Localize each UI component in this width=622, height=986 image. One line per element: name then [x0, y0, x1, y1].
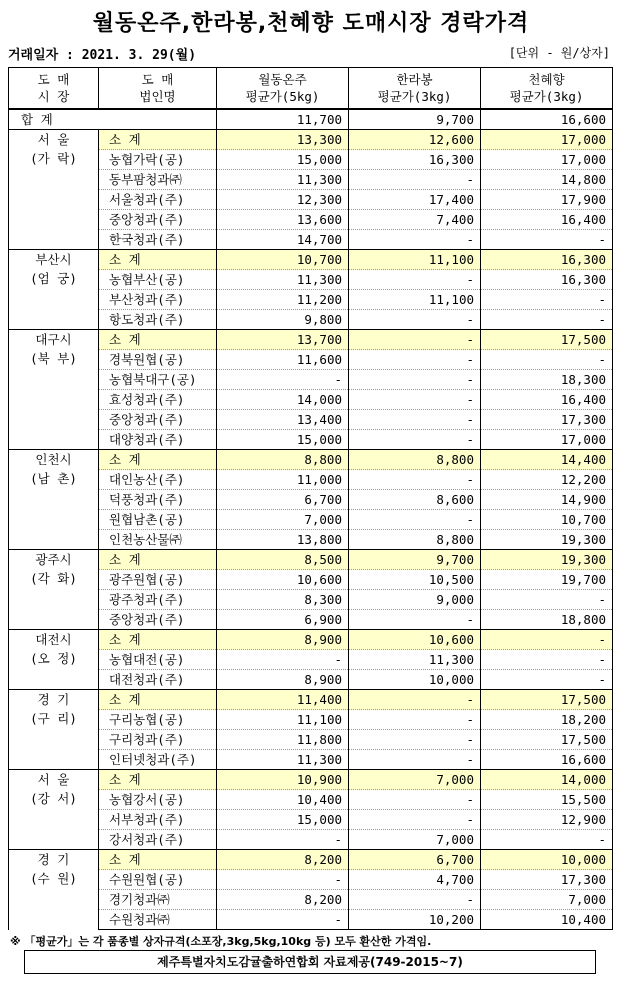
- corp-name: 덕풍청과(주): [99, 490, 217, 510]
- corp-name: 수원원협(공): [99, 870, 217, 890]
- table-row: [9, 470, 613, 490]
- price-col3: 10,700: [481, 510, 613, 530]
- price-col3: 17,300: [481, 410, 613, 430]
- market-name-line: (각 화): [30, 571, 77, 586]
- price-col3: -: [481, 310, 613, 330]
- price-col1: -: [217, 830, 349, 850]
- price-col3: 14,400: [481, 450, 613, 470]
- market-cell: [9, 690, 99, 770]
- subtotal-label: 소 계: [99, 630, 217, 650]
- price-col2: -: [349, 710, 481, 730]
- source-footer: 제주특별자치도감귤출하연합회 자료제공(749-2015~7): [24, 950, 596, 974]
- price-col2: -: [349, 370, 481, 390]
- table-row: [9, 230, 613, 250]
- price-col2: -: [349, 690, 481, 710]
- price-col3: 12,200: [481, 470, 613, 490]
- price-col3: 16,400: [481, 210, 613, 230]
- price-col2: -: [349, 730, 481, 750]
- table-row: [9, 290, 613, 310]
- price-col2: -: [349, 270, 481, 290]
- corp-name: 수원청과㈜: [99, 910, 217, 930]
- corp-name: 경북원협(공): [99, 350, 217, 370]
- price-col2: 7,000: [349, 830, 481, 850]
- subtotal-label: 소 계: [99, 850, 217, 870]
- corp-name: 농협강서(공): [99, 790, 217, 810]
- table-row: [9, 570, 613, 590]
- price-col2: 8,800: [349, 530, 481, 550]
- price-col1: 11,300: [217, 750, 349, 770]
- price-col2: -: [349, 790, 481, 810]
- price-col3: 18,800: [481, 610, 613, 630]
- corp-name: 농협가락(공): [99, 150, 217, 170]
- subtotal-row: [9, 630, 613, 650]
- total-label: 합 계: [9, 109, 217, 130]
- price-table: [8, 67, 613, 930]
- market-name-line: (엄 궁): [30, 271, 77, 286]
- total-value-col1: 11,700: [217, 109, 349, 130]
- subtotal-row: [9, 690, 613, 710]
- price-col1: 11,300: [217, 170, 349, 190]
- price-col2: 16,300: [349, 150, 481, 170]
- price-col3: -: [481, 630, 613, 650]
- corp-name: 중앙청과(주): [99, 610, 217, 630]
- subtotal-row: [9, 330, 613, 350]
- price-col3: 17,300: [481, 870, 613, 890]
- table-row: [9, 270, 613, 290]
- price-col3: 19,300: [481, 550, 613, 570]
- footnote: ※ 「평균가」는 각 품종별 상자규격(소포장,3kg,5kg,10kg 등) 모두 환산한 가격임.: [10, 935, 432, 948]
- subtotal-row: [9, 450, 613, 470]
- price-col2: -: [349, 510, 481, 530]
- market-name-line: 경 기: [37, 692, 70, 707]
- corp-name: 광주원협(공): [99, 570, 217, 590]
- corp-name: 농협부산(공): [99, 270, 217, 290]
- price-col2: -: [349, 610, 481, 630]
- price-col2: -: [349, 810, 481, 830]
- price-col3: 17,900: [481, 190, 613, 210]
- header-col1: 월동온주 평균가(5kg): [217, 68, 349, 110]
- corp-name: 한국청과(주): [99, 230, 217, 250]
- corp-name: 항도청과(주): [99, 310, 217, 330]
- price-col1: 11,600: [217, 350, 349, 370]
- price-col1: 8,800: [217, 450, 349, 470]
- unit-label: [단위 - 원/상자]: [508, 46, 610, 60]
- table-row: [9, 430, 613, 450]
- price-col1: 13,300: [217, 130, 349, 150]
- price-col3: 16,600: [481, 750, 613, 770]
- header-col3: 천혜향 평균가(3kg): [481, 68, 613, 110]
- price-col1: 15,000: [217, 150, 349, 170]
- price-col2: 12,600: [349, 130, 481, 150]
- table-row: [9, 390, 613, 410]
- price-col3: -: [481, 670, 613, 690]
- price-col1: 13,400: [217, 410, 349, 430]
- price-col2: 4,700: [349, 870, 481, 890]
- price-col1: 8,500: [217, 550, 349, 570]
- price-col1: 13,800: [217, 530, 349, 550]
- price-col3: 17,000: [481, 130, 613, 150]
- price-col3: -: [481, 590, 613, 610]
- market-name-line: (오 정): [30, 651, 77, 666]
- market-cell: [9, 770, 99, 850]
- market-name-line: (가 락): [30, 151, 77, 166]
- price-col1: 13,600: [217, 210, 349, 230]
- price-col2: -: [349, 170, 481, 190]
- table-row: [9, 710, 613, 730]
- price-col3: 7,000: [481, 890, 613, 910]
- market-cell: [9, 130, 99, 250]
- table-row: [9, 790, 613, 810]
- table-row: [9, 490, 613, 510]
- price-col2: -: [349, 430, 481, 450]
- market-name-line: (수 원): [30, 871, 77, 886]
- price-col1: 15,000: [217, 430, 349, 450]
- market-cell: [9, 850, 99, 930]
- price-col1: -: [217, 910, 349, 930]
- price-col3: 18,300: [481, 370, 613, 390]
- subtotal-row: [9, 850, 613, 870]
- table-row: [9, 650, 613, 670]
- price-col3: -: [481, 230, 613, 250]
- price-col2: 11,100: [349, 250, 481, 270]
- price-col1: 8,900: [217, 630, 349, 650]
- price-col3: 17,000: [481, 430, 613, 450]
- total-row: [9, 109, 613, 130]
- price-col3: 12,900: [481, 810, 613, 830]
- table-row: [9, 590, 613, 610]
- price-col1: 6,700: [217, 490, 349, 510]
- subtotal-row: [9, 770, 613, 790]
- table-row: [9, 670, 613, 690]
- price-col2: -: [349, 330, 481, 350]
- price-col2: 8,600: [349, 490, 481, 510]
- price-col1: 15,000: [217, 810, 349, 830]
- table-row: [9, 730, 613, 750]
- price-col1: 9,800: [217, 310, 349, 330]
- price-col1: 8,200: [217, 850, 349, 870]
- price-col3: -: [481, 290, 613, 310]
- price-col2: -: [349, 350, 481, 370]
- price-col2: 17,400: [349, 190, 481, 210]
- corp-name: 대양청과(주): [99, 430, 217, 450]
- total-value-col2: 9,700: [349, 109, 481, 130]
- price-col3: 14,900: [481, 490, 613, 510]
- price-col2: -: [349, 390, 481, 410]
- market-name-line: (구 리): [30, 711, 77, 726]
- market-name-line: 서 울: [37, 132, 70, 147]
- price-col1: 7,000: [217, 510, 349, 530]
- price-col3: 17,500: [481, 690, 613, 710]
- subtotal-row: [9, 550, 613, 570]
- price-col2: 6,700: [349, 850, 481, 870]
- price-col3: 10,000: [481, 850, 613, 870]
- price-col2: -: [349, 470, 481, 490]
- price-col1: 6,900: [217, 610, 349, 630]
- corp-name: 대인농산(주): [99, 470, 217, 490]
- header-market: 도 매 시 장: [9, 68, 99, 110]
- price-col2: 10,500: [349, 570, 481, 590]
- price-col1: 11,000: [217, 470, 349, 490]
- table-row: [9, 910, 613, 930]
- corp-name: 구리농협(공): [99, 710, 217, 730]
- price-col1: 8,200: [217, 890, 349, 910]
- price-col3: 17,500: [481, 730, 613, 750]
- price-col1: -: [217, 650, 349, 670]
- price-col2: 11,300: [349, 650, 481, 670]
- price-col2: -: [349, 410, 481, 430]
- price-col2: 8,800: [349, 450, 481, 470]
- table-row: [9, 830, 613, 850]
- market-name-line: 경 기: [37, 852, 70, 867]
- corp-name: 인천농산물㈜: [99, 530, 217, 550]
- corp-name: 경기청과㈜: [99, 890, 217, 910]
- table-row: [9, 150, 613, 170]
- price-col1: 11,300: [217, 270, 349, 290]
- price-col2: 10,600: [349, 630, 481, 650]
- price-col1: 10,600: [217, 570, 349, 590]
- price-col3: -: [481, 350, 613, 370]
- subtotal-row: [9, 130, 613, 150]
- price-col2: -: [349, 230, 481, 250]
- price-col2: 10,200: [349, 910, 481, 930]
- price-col2: 11,100: [349, 290, 481, 310]
- price-col1: 14,700: [217, 230, 349, 250]
- table-row: [9, 370, 613, 390]
- price-col1: -: [217, 370, 349, 390]
- price-col1: 11,400: [217, 690, 349, 710]
- price-col3: -: [481, 830, 613, 850]
- market-cell: [9, 250, 99, 330]
- price-col2: 9,000: [349, 590, 481, 610]
- price-col3: 19,300: [481, 530, 613, 550]
- table-row: [9, 310, 613, 330]
- table-row: [9, 190, 613, 210]
- price-col3: 17,000: [481, 150, 613, 170]
- table-row: [9, 410, 613, 430]
- market-name-line: (남 촌): [30, 471, 77, 486]
- price-col1: 11,100: [217, 710, 349, 730]
- price-col1: 13,700: [217, 330, 349, 350]
- market-name-line: 인천시: [35, 452, 72, 467]
- market-name-line: 부산시: [35, 252, 72, 267]
- corp-name: 인터넷청과(주): [99, 750, 217, 770]
- market-name-line: 서 울: [37, 772, 70, 787]
- price-col1: 11,200: [217, 290, 349, 310]
- page-title: 월동온주,한라봉,천혜향 도매시장 경락가격: [92, 11, 530, 36]
- corp-name: 농협대전(공): [99, 650, 217, 670]
- corp-name: 서울청과(주): [99, 190, 217, 210]
- corp-name: 농협북대구(공): [99, 370, 217, 390]
- subtotal-label: 소 계: [99, 450, 217, 470]
- price-col1: 10,400: [217, 790, 349, 810]
- price-col3: 18,200: [481, 710, 613, 730]
- corp-name: 강서청과(주): [99, 830, 217, 850]
- price-col2: 10,000: [349, 670, 481, 690]
- subtotal-label: 소 계: [99, 130, 217, 150]
- price-col1: 8,300: [217, 590, 349, 610]
- table-body: [9, 109, 613, 930]
- price-col1: 8,900: [217, 670, 349, 690]
- corp-name: 원협남촌(공): [99, 510, 217, 530]
- price-col1: -: [217, 870, 349, 890]
- price-col3: -: [481, 650, 613, 670]
- table-row: [9, 210, 613, 230]
- header-corp: 도 매 법인명: [99, 68, 217, 110]
- price-col2: 9,700: [349, 550, 481, 570]
- table-header-row: [9, 68, 613, 110]
- price-col1: 10,900: [217, 770, 349, 790]
- corp-name: 중앙청과(주): [99, 210, 217, 230]
- subtotal-label: 소 계: [99, 330, 217, 350]
- market-cell: [9, 330, 99, 450]
- corp-name: 서부청과(주): [99, 810, 217, 830]
- table-row: [9, 750, 613, 770]
- corp-name: 광주청과(주): [99, 590, 217, 610]
- trade-date: 거래일자 : 2021. 3. 29(월): [8, 48, 197, 63]
- price-col3: 14,000: [481, 770, 613, 790]
- table-row: [9, 810, 613, 830]
- price-col3: 14,800: [481, 170, 613, 190]
- price-col2: 7,400: [349, 210, 481, 230]
- price-col2: -: [349, 890, 481, 910]
- subtotal-row: [9, 250, 613, 270]
- price-col3: 16,300: [481, 250, 613, 270]
- table-row: [9, 350, 613, 370]
- market-cell: [9, 450, 99, 550]
- price-col1: 11,800: [217, 730, 349, 750]
- price-col2: -: [349, 310, 481, 330]
- corp-name: 동부팜청과㈜: [99, 170, 217, 190]
- table-row: [9, 610, 613, 630]
- price-col3: 17,500: [481, 330, 613, 350]
- market-name-line: (북 부): [30, 351, 77, 366]
- market-name-line: 대전시: [35, 632, 72, 647]
- price-col1: 14,000: [217, 390, 349, 410]
- market-cell: [9, 550, 99, 630]
- table-row: [9, 870, 613, 890]
- corp-name: 효성청과(주): [99, 390, 217, 410]
- corp-name: 구리청과(주): [99, 730, 217, 750]
- corp-name: 중앙청과(주): [99, 410, 217, 430]
- table-row: [9, 170, 613, 190]
- subtotal-label: 소 계: [99, 550, 217, 570]
- table-row: [9, 510, 613, 530]
- market-cell: [9, 630, 99, 690]
- table-row: [9, 890, 613, 910]
- table-row: [9, 530, 613, 550]
- price-col3: 10,400: [481, 910, 613, 930]
- price-col3: 15,500: [481, 790, 613, 810]
- price-col2: -: [349, 750, 481, 770]
- corp-name: 부산청과(주): [99, 290, 217, 310]
- price-col1: 10,700: [217, 250, 349, 270]
- price-col3: 19,700: [481, 570, 613, 590]
- subtotal-label: 소 계: [99, 690, 217, 710]
- price-col2: 7,000: [349, 770, 481, 790]
- price-col3: 16,400: [481, 390, 613, 410]
- price-col1: 12,300: [217, 190, 349, 210]
- market-name-line: 대구시: [35, 332, 72, 347]
- market-name-line: (강 서): [30, 791, 77, 806]
- subtotal-label: 소 계: [99, 250, 217, 270]
- subtotal-label: 소 계: [99, 770, 217, 790]
- price-col3: 16,300: [481, 270, 613, 290]
- header-col2: 한라봉 평균가(3kg): [349, 68, 481, 110]
- corp-name: 대전청과(주): [99, 670, 217, 690]
- market-name-line: 광주시: [35, 552, 72, 567]
- total-value-col3: 16,600: [481, 109, 613, 130]
